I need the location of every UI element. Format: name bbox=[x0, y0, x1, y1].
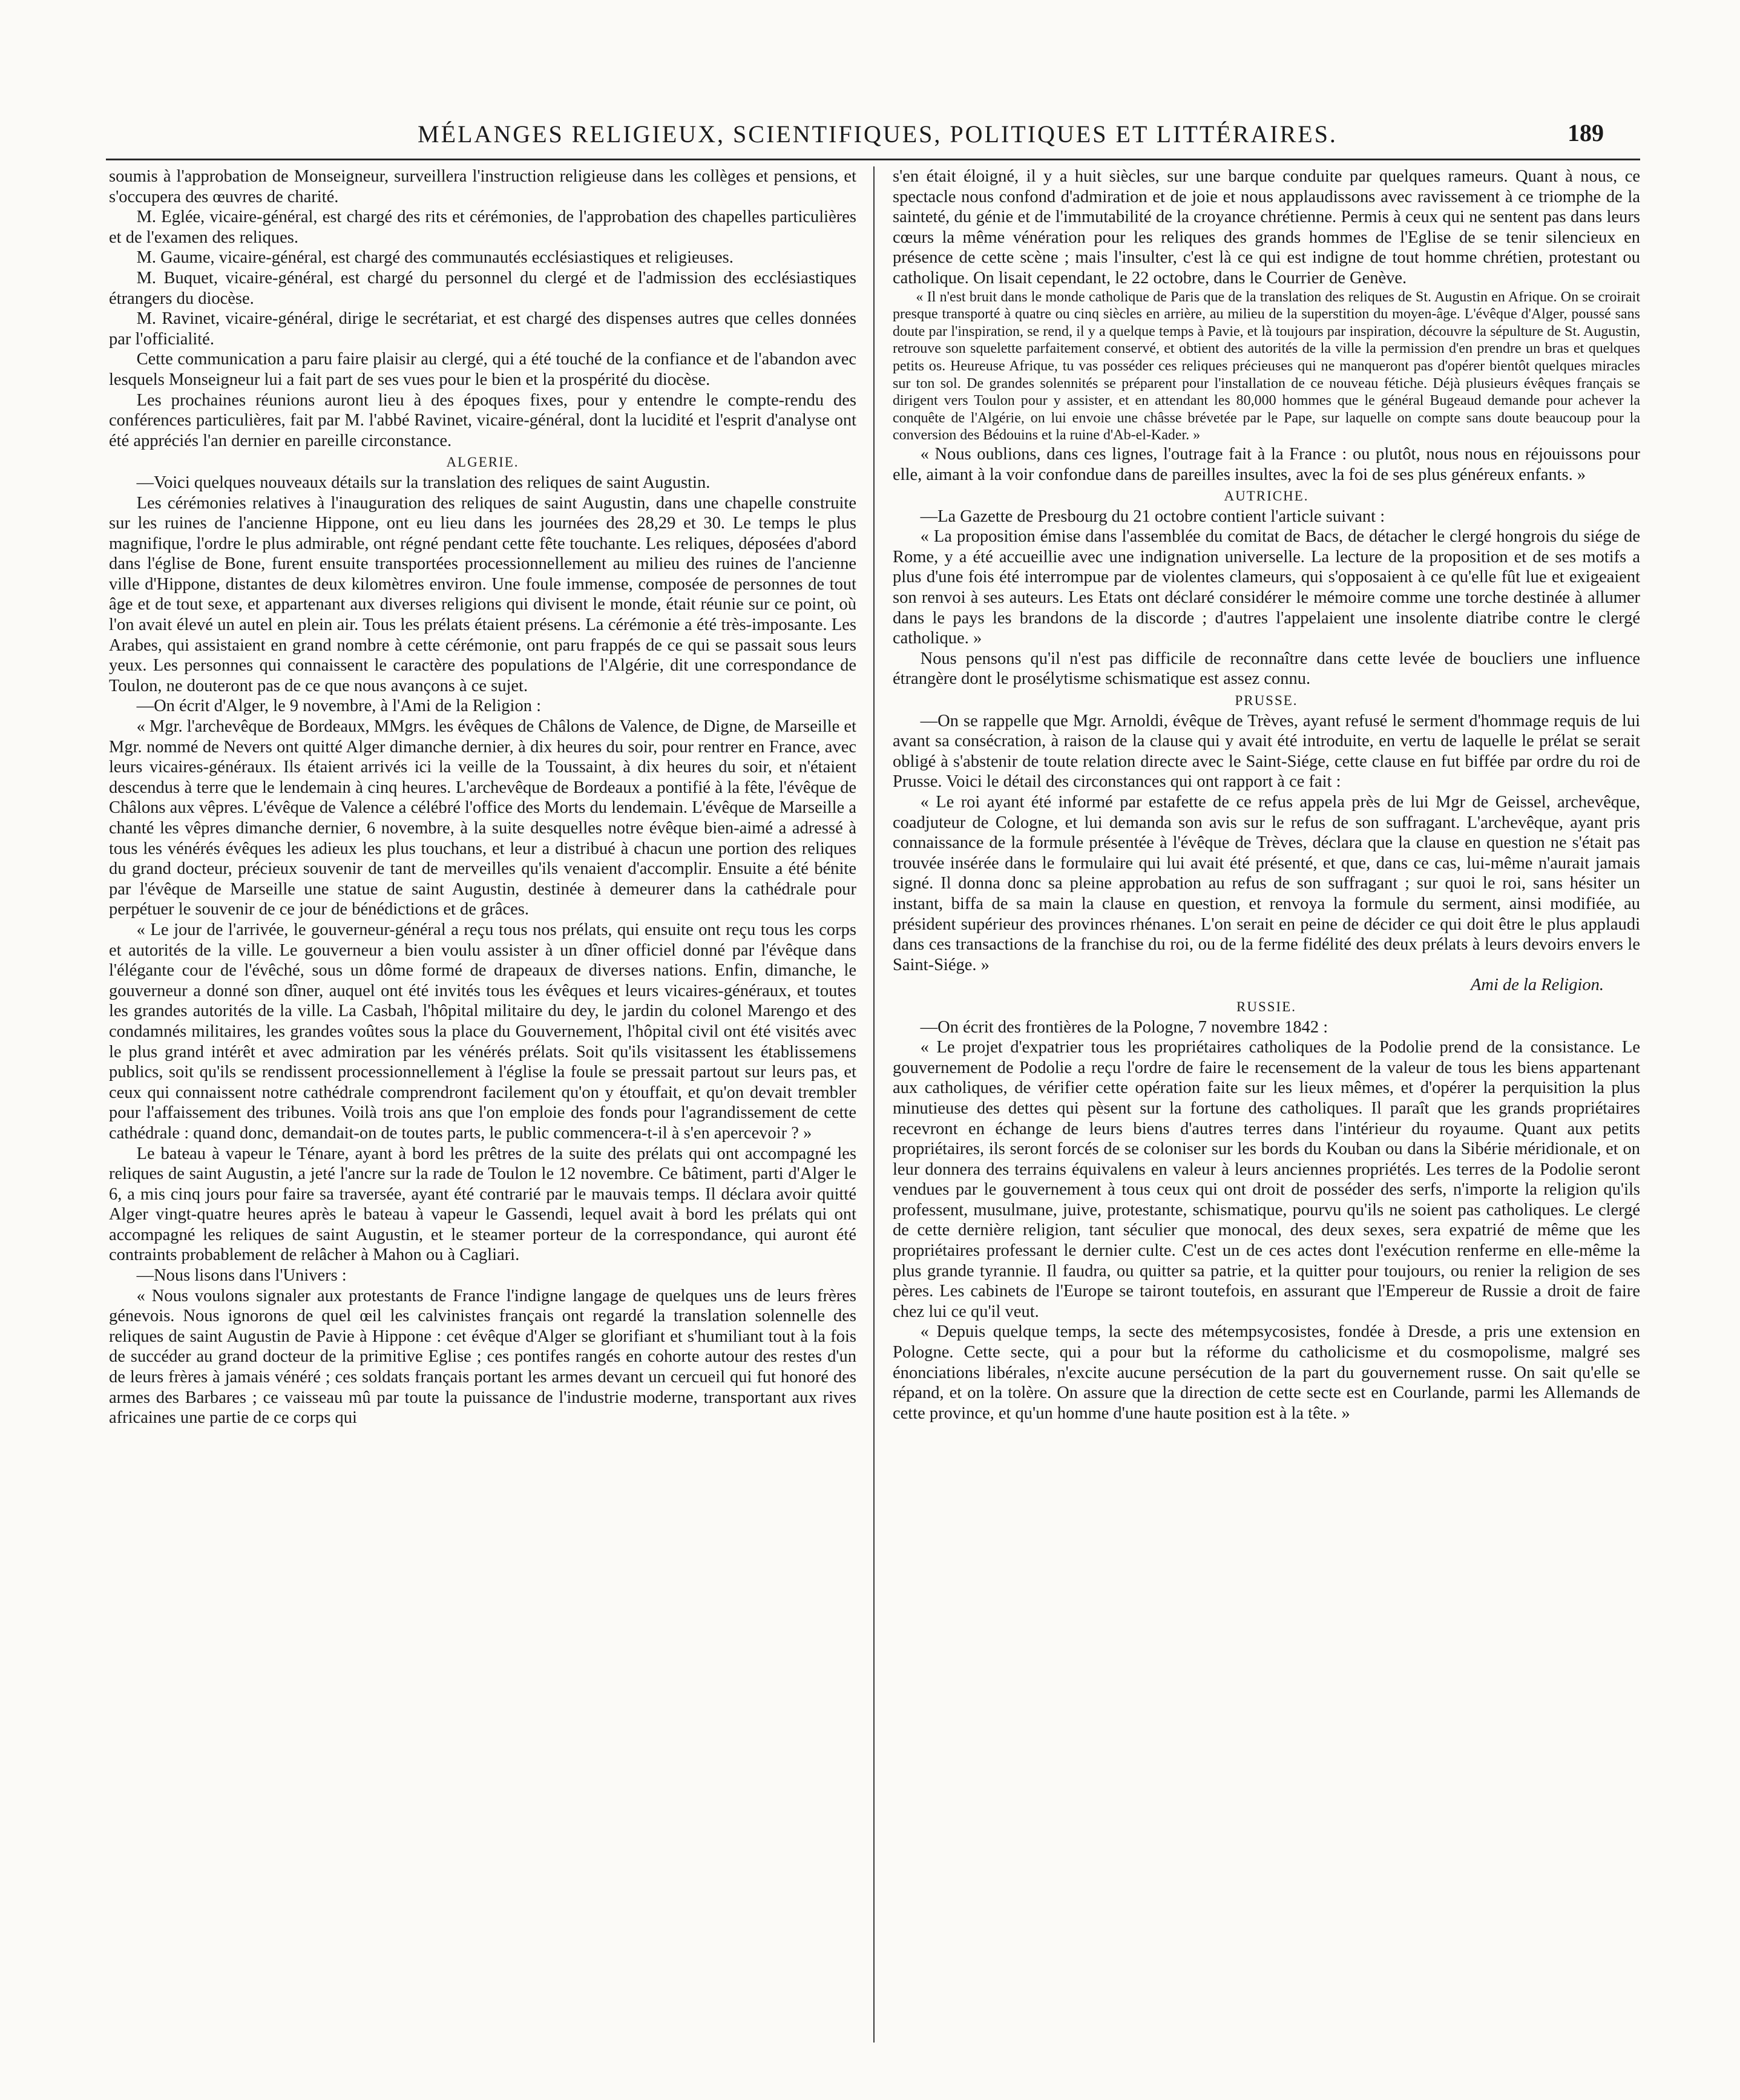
paragraph: soumis à l'approbation de Monseigneur, surveillera l'instruction religieuse dans les collèges et pensions, et s'occupera des œuvres de charité. bbox=[109, 167, 856, 206]
paragraph: « Le roi ayant été informé par estafette de ce refus appela près de lui Mgr de Geissel, archevêque, coadjuteur de Cologne, et lui demanda son avis sur le refus de son suffragant. L'archevêque, ayant pris connaissance de la formule présentée à l'évêque de Trèves, déclara que la clause en question ne s'était pas trouvée insérée dans le formulaire qui lui avait été présenté, et que, dans ce cas, lui-même n'aurait jamais signé. Il donna donc sa pleine approbation au refus de son suffragant ; sur quoi le roi, sans hésiter un instant, biffa de sa main la clause en question, et renvoya la formule du serment, ainsi modifiée, au président supérieur des provinces rhénanes. L'on serait en peine de décider ce qui doit être le plus applaudi dans ces transactions de la franchise du roi, ou de la ferme fidélité des deux prélats à leurs devoirs envers le Saint-Siége. » bbox=[893, 793, 1640, 974]
running-head bbox=[0, 115, 1740, 157]
paragraph: « Depuis quelque temps, la secte des métempsycosistes, fondée à Dresde, a pris une extension en Pologne. Cette secte, qui a pour but la réforme du catholicisme et du cosmopolisme, malgré ses énonciations libérales, n'excite aucune persécution de la part du gouvernement russe. On sait qu'elle se répand, et on la tolère. On assure que la direction de cette secte est en Courlande, parmi les Allemands de cette province, et qu'un homme d'une haute position est à la tête. » bbox=[893, 1322, 1640, 1423]
paragraph: s'en était éloigné, il y a huit siècles, sur une barque conduite par quelques rameurs. Quant à nous, ce spectacle nous confond d'admiration et de joie et nous applaudissons avec ravissement à ce triomphe de la sainteté, du génie et de l'immutabilité de la croyance chrétienne. Permis à ceux qui ne sentent pas dans leurs cœurs la même vénération pour les reliques des grands hommes de l'Eglise de se tenir silencieux en présence de cette scène ; mais l'insulter, c'est là ce qui est indigne de tout homme chrétien, protestant ou catholique. On lisait cependant, le 22 octobre, dans le Courrier de Genève. bbox=[893, 167, 1640, 287]
paragraph: « Mgr. l'archevêque de Bordeaux, MMgrs. les évêques de Châlons de Valence, de Digne, de Marseille et Mgr. nommé de Nevers ont quitté Alger dimanche dernier, à dix heures du soir, pour rentrer en France, avec leurs vicaires-généraux. Ils étaient arrivés ici la veille de la Toussaint, à dix heures du soir, et n'étaient descendus à terre que le lendemain à cinq heures. L'archevêque de Bordeaux a pontifié à la fête, l'évêque de Châlons aux vêpres. L'évêque de Valence a célébré l'office des Morts du lendemain. L'évêque de Marseille a chanté les vêpres dimanche dernier, 6 novembre, à la suite desquelles notre évêque bien-aimé a adressé à tous les vénérés évêques les adieux les plus touchans, et leur a distribué à chacun une portion des reliques du grand docteur, précieux souvenir de tant de merveilles qu'ils venaient d'accomplir. Ensuite a été bénite par l'évêque de Marseille une statue de saint Augustin, destinée à demeurer dans la cathédrale pour perpétuer le souvenir de ce jour de bénédictions et de grâces. bbox=[109, 717, 856, 919]
header-rule bbox=[106, 159, 1640, 160]
paragraph: —On écrit d'Alger, le 9 novembre, à l'Ami de la Religion : bbox=[136, 697, 542, 716]
paragraph: Les cérémonies relatives à l'inauguration des reliques de saint Augustin, dans une chapelle construite sur les ruines de l'ancienne Hippone, ont eu lieu dans les journées des 28,29 et 30. Le temps le plus magnifique, l'ordre le plus admirable, ont régné pendant cette fête touchante. Les reliques, déposées d'abord dans l'église de Bone, furent ensuite transportées processionnellement au milieu des ruines de l'ancienne ville d'Hippone, distantes de deux kilomètres environ. Une foule immense, composée de personnes de tout âge et de tout sexe, et appartenant aux diverses religions qui divisent le monde, était réunie sur ce point, où l'on avait élevé un autel en plein air. Tous les prélats étaient présens. La cérémonie a été très-imposante. Les Arabes, qui assistaient en grand nombre à cette cérémonie, ont paru frappés de ce qui se passait sous leurs yeux. Les personnes qui connaissent le caractère des populations de l'Algérie, dit une correspondance de Toulon, ne douteront pas de ce que nous avançons à ce sujet. bbox=[109, 493, 856, 695]
paragraph: « Le jour de l'arrivée, le gouverneur-général a reçu tous nos prélats, qui ensuite ont reçu tous les corps et autorités de la ville. Le gouverneur a bien voulu assister à un dîner officiel donné par l'évêque dans l'élégante cour de l'évêché, sous un dôme formé de drapeaux de diverses nations. Enfin, dimanche, le gouverneur a donné son dîner, auquel ont été invités tous les évêques et leurs vicaires-généraux, et toutes les grandes autorités de la ville. La Casbah, l'hôpital militaire du dey, le jardin du colonel Marengo et des condamnés militaires, les grandes voûtes sous la place du Gouvernement, l'hôpital civil ont été visités avec le plus grand intérêt et avec admiration par les vénérés prélats. Soit qu'ils visitassent les établissemens publics, soit qu'ils se rendissent processionnellement à l'église la foule se pressait partout sur leurs pas, et ceux qui connaissent notre cathédrale comprendront facilement qu'on y étouffait, et qu'on devait trembler pour l'affaissement des tribunes. Voilà trois ans que l'on emploie des fonds pour l'agrandissement de cette cathédrale : quand donc, demandait-on de toutes parts, le public commencera-t-il à s'en apercevoir ? » bbox=[109, 920, 856, 1143]
paragraph: —On écrit des frontières de la Pologne, 7 novembre 1842 : bbox=[920, 1017, 1328, 1037]
quoted-paragraph: « Il n'est bruit dans le monde catholique de Paris que de la translation des reliques de St. Augustin en Afrique. On se croirait presque transporté à quatre ou cinq siècles en arrière, au milieu de la superstition du moyen-âge. L'évêque d'Alger, poussé sans doute par l'inspiration, se rend, il y a quelque temps à Pavie, et là toujours par inspiration, découvre la sépulture de St. Augustin, retrouve son squelette parfaitement conservé, et obtient des autorités de la ville la permission d'en prendre un bras et quelques petits os. Heureuse Afrique, tu vas posséder ces reliques précieuses qui ne manqueront pas d'opérer bientôt quelques miracles sur ton sol. De grandes solennités se préparent pour l'installation de ce nouveau fétiche. Déjà plusieurs évêques français se dirigent vers Toulon pour y assister, et en attendant les 80,000 hommes que le général Bugeaud demande pour achever la conquête de l'Algérie, on lui envoie une châsse brévetée par le Pape, sur laquelle on compte sans doute beaucoup pour la conversion des Bédouins et la ruine d'Ab-el-Kader. » bbox=[893, 289, 1640, 444]
section-heading-autriche: AUTRICHE. bbox=[1224, 488, 1309, 504]
paragraph: Le bateau à vapeur le Ténare, ayant à bord les prêtres de la suite des prélats qui ont accompagné les reliques de saint Augustin, a jeté l'ancre sur la rade de Toulon le 12 novembre. Ce bâtiment, parti d'Alger le 6, a mis cinq jours pour faire sa traversée, ayant été contrarié par le mauvais temps. Il déclara avoir quitté Alger vingt-quatre heures après le bateau à vapeur le Gassendi, lequel avait à bord les prélats qui ont accompagné les reliques de saint Augustin, et le steamer porteur de la correspondance, qui auront été contraints probablement de relâcher à Mahon ou à Cagliari. bbox=[109, 1144, 856, 1265]
paragraph: —Voici quelques nouveaux détails sur la translation des reliques de saint Augustin. bbox=[136, 473, 711, 492]
section-heading-russie: RUSSIE. bbox=[1236, 999, 1296, 1014]
paragraph: « Le projet d'expatrier tous les propriétaires catholiques de la Podolie prend de la consistance. Le gouvernement de Podolie a reçu l'ordre de faire le recensement de la valeur de tous les biens appartenant aux catholiques, de vérifier cette opération faite sur les lieux mêmes, et d'opérer la perquisition la plus minutieuse des dettes qui pèsent sur la fortune des catholiques. Il paraît que les grands propriétaires recevront en échange de leurs biens d'autres terres dans l'intérieur du royaume. Quant aux petits propriétaires, ils seront forcés de se coloniser sur les bords du Kouban ou dans la Sibérie méridionale, et on leur donnera des terrains équivalens en valeur à leurs anciennes propriétés. Les terres de la Podolie seront vendues par le gouvernement à tous ceux qui ont droit de posséder des serfs, n'importe la religion qu'ils professent, musulmane, juive, protestante, schismatique, pourvu qu'ils ne soient pas catholiques. Le clergé de cette dernière religion, tant séculier que monocal, des deux sexes, sera expatrié de même que les propriétaires professant le dernier culte. C'est un de ces actes dont l'exécution renferme en elle-même la plus grande tyrannie. Il faudra, ou quitter sa patrie, et la quitter pour toujours, ou renier la religion de ses pères. Les cabinets de l'Europe se tairont toutefois, en assurant que l'Empereur de Russie a droit de faire chez lui ce qu'il veut. bbox=[893, 1038, 1640, 1321]
paragraph: « La proposition émise dans l'assemblée du comitat de Bacs, de détacher le clergé hongrois du siége de Rome, y a été accueillie avec une indignation universelle. La lecture de la proposition et de ses motifs a plus d'une fois été interrompue par de violentes clameurs, qui s'opposaient à ce qu'elle fût lue et exigeaient son renvoi à ses auteurs. Les Etats ont déclaré considérer le mémoire comme une torche destinée à allumer dans le pays les brandons de la discorde ; d'autres l'appelaient une insolente diatribe contre le clergé catholique. » bbox=[893, 527, 1640, 648]
page-number: 189 bbox=[1568, 119, 1604, 146]
paragraph: M. Ravinet, vicaire-général, dirige le secrétariat, et est chargé des dispenses autres que celles données par l'officialité. bbox=[109, 309, 856, 349]
paragraph: —La Gazette de Presbourg du 21 octobre contient l'article suivant : bbox=[920, 507, 1385, 526]
paragraph: —Nous lisons dans l'Univers : bbox=[136, 1266, 347, 1285]
paragraph: Cette communication a paru faire plaisir au clergé, qui a été touché de la confiance et de l'abandon avec lesquels Monseigneur lui a fait part de ses vues pour le bien et la prospérité du diocèse. bbox=[109, 350, 856, 389]
paragraph: M. Buquet, vicaire-général, est chargé du personnel du clergé et de l'admission des ecclésiastiques étrangers du diocèse. bbox=[109, 268, 856, 308]
paragraph: Nous pensons qu'il n'est pas difficile de reconnaître dans cette levée de boucliers une influence étrangère dont le prosélytisme schismatique est assez connu. bbox=[893, 649, 1640, 689]
paragraph: Les prochaines réunions auront lieu à des époques fixes, pour y entendre le compte-rendu des conférences particulières, fait par M. l'abbé Ravinet, vicaire-général, dont la lucidité et l'esprit d'analyse ont été appréciés l'an dernier en pareille circonstance. bbox=[109, 390, 856, 450]
paragraph: M. Eglée, vicaire-général, est chargé des rits et cérémonies, de l'approbation des chapelles particulières et de l'examen des reliques. bbox=[109, 208, 856, 247]
paragraph: « Nous voulons signaler aux protestants de France l'indigne langage de quelques uns de leurs frères génevois. Nous ignorons de quel œil les calvinistes français ont regardé la translation solennelle des reliques de saint Augustin de Pavie à Hippone : cet évêque d'Alger se glorifiant et s'humiliant tout à la fois de succéder au grand docteur de la primitive Eglise ; ces pontifes rangés en cohorte autour des restes d'un de leurs frères à jamais vénéré ; ces soldats français portant les armes devant un cercueil qui fut honoré des armes des Barbares ; ce vaisseau mû par toute la puissance de l'industrie moderne, transportant aux rives africaines une partie de ce corps qui bbox=[109, 1286, 856, 1428]
right-column bbox=[893, 166, 1640, 2073]
left-column bbox=[109, 166, 856, 2073]
paragraph: « Nous oublions, dans ces lignes, l'outrage fait à la France : ou plutôt, nous nous en réjouissons pour elle, aimant à la voir confondue dans de pareilles insultes, avec la foi de ses plus généreux enfants. » bbox=[893, 444, 1640, 484]
column-divider bbox=[873, 166, 875, 2043]
source-signature: Ami de la Religion. bbox=[1470, 976, 1604, 995]
paragraph: —On se rappelle que Mgr. Arnoldi, évêque de Trèves, ayant refusé le serment d'hommage requis de lui avant sa consécration, à raison de la clause qui y avait été introduite, en vertu de laquelle le prélat se serait obligé à s'abstenir de toute relation directe avec le Saint-Siége, cette clause en fut biffée par ordre du roi de Prusse. Voici le détail des circonstances qui ont rapport à ce fait : bbox=[893, 711, 1640, 792]
section-heading-algerie: ALGERIE. bbox=[446, 454, 519, 470]
running-title: MÉLANGES RELIGIEUX, SCIENTIFIQUES, POLITIQUES ET LITTÉRAIRES. bbox=[418, 120, 1338, 148]
section-heading-prusse: PRUSSE. bbox=[1235, 693, 1298, 709]
paragraph: M. Gaume, vicaire-général, est chargé des communautés ecclésiastiques et religieuses. bbox=[136, 248, 734, 267]
